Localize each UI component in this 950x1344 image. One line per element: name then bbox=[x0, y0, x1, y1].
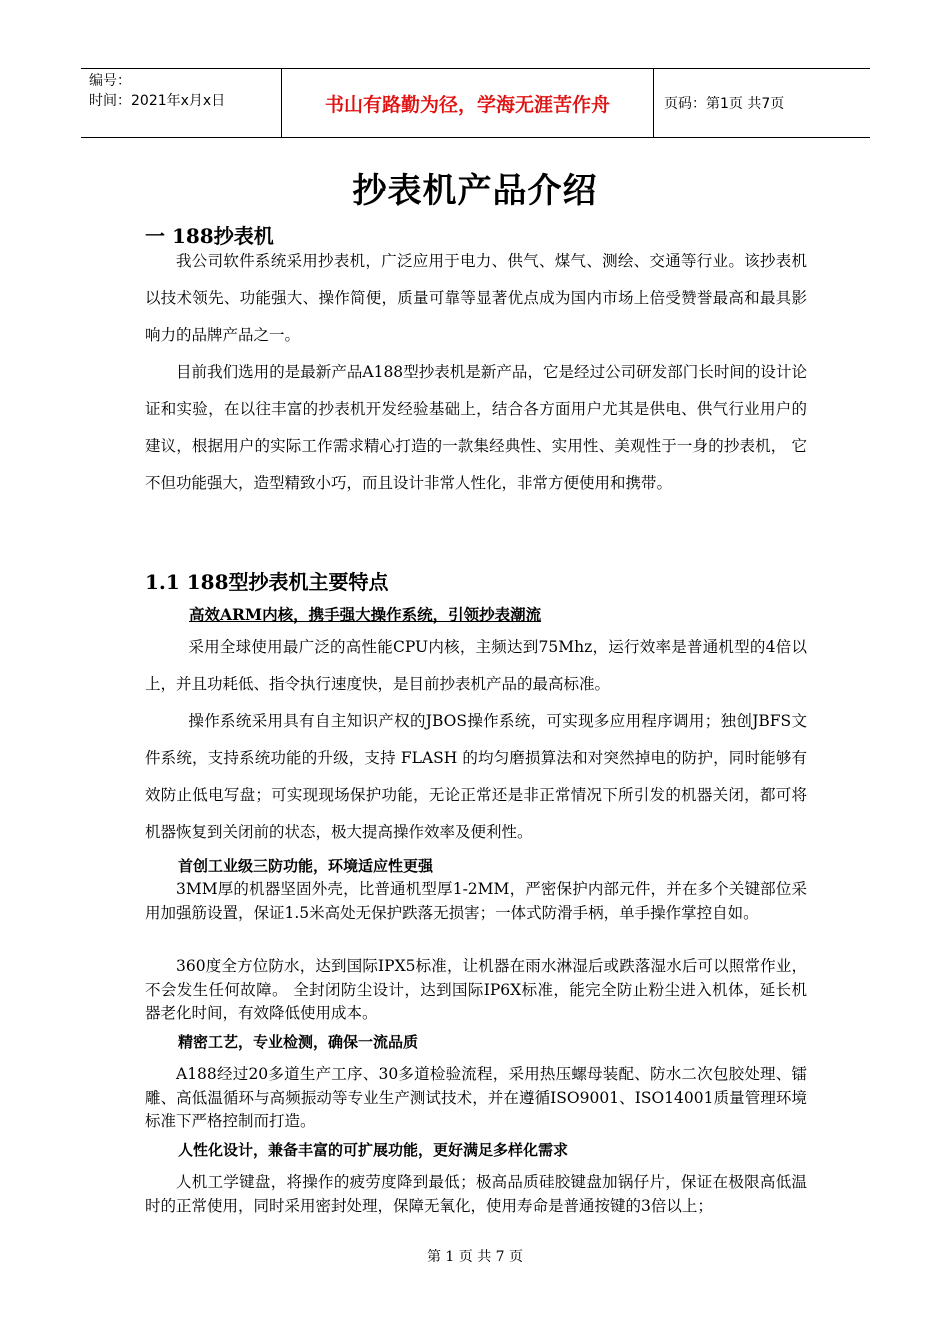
header-left-cell bbox=[81, 69, 281, 137]
document-title: 抄表机产品介绍 bbox=[352, 171, 598, 211]
paragraph: 操作系统采用具有自主知识产权的JBOS操作系统，可实现多应用程序调用；独创JBFS文件系统，支持系统功能的升级，支持 FLASH 的均匀磨损算法和对突然掉电的防护，同时能够有效防止低电写盘；可实现现场保护功能，无论正常还是非正常情况下所引发的机器关闭，都可将机器恢复到关闭前的状态，极大提高操作效率及便利性。 bbox=[145, 712, 807, 841]
section-heading-1: 一 188抄表机 bbox=[145, 224, 274, 248]
header-motto: 书山有路勤为径，学海无涯苦作舟 bbox=[281, 69, 654, 137]
paragraph: 3MM厚的机器坚固外壳，比普通机型厚1-2MM，严密保护内部元件，并在多个关键部位采用加强筋设置，保证1.5米高处无保护跌落无损害；一体式防滑手柄，单手操作掌控自如。 bbox=[145, 880, 807, 922]
paragraph: 采用全球使用最广泛的高性能CPU内核，主频达到75Mhz，运行效率是普通机型的4倍以上，并且功耗低、指令执行速度快，是目前抄表机产品的最高标准。 bbox=[145, 638, 807, 693]
paragraph: 人机工学键盘，将操作的疲劳度降到最低；极高品质硅胶键盘加锅仔片，保证在极限高低温时的正常使用，同时采用密封处理，保障无氧化，使用寿命是普通按键的3倍以上； bbox=[145, 1173, 807, 1215]
paragraph: 我公司软件系统采用抄表机，广泛应用于电力、供气、煤气、测绘、交通等行业。该抄表机以技术领先、功能强大、操作简便，质量可靠等显著优点成为国内市场上倍受赞誉最高和最具影响力的品牌产品之一。 bbox=[145, 252, 807, 344]
feature-title: 精密工艺，专业检测，确保一流品质 bbox=[178, 1033, 419, 1051]
number-label: 编号： bbox=[89, 73, 131, 89]
paragraph: A188经过20多道生产工序、30多道检验流程，采用热压螺母装配、防水二次包胶处理、镭雕、高低温循环与高频振动等专业生产测试技术，并在遵循ISO9001、ISO14001质量管理环境标准下严格控制而打造。 bbox=[145, 1065, 807, 1130]
feature-title: 人性化设计，兼备丰富的可扩展功能，更好满足多样化需求 bbox=[178, 1141, 569, 1159]
feature-title: 首创工业级三防功能，环境适应性更强 bbox=[178, 857, 434, 875]
time-label: 时间：2021年x月x日 bbox=[89, 93, 226, 109]
page-header bbox=[81, 68, 870, 138]
page-footer: 第 1 页 共 7 页 bbox=[426, 1249, 524, 1265]
paragraph: 360度全方位防水，达到国际IPX5标准，让机器在雨水淋湿后或跌落湿水后可以照常作业，不会发生任何故障。 全封闭防尘设计，达到国际IP6X标准，能完全防止粉尘进入机体，延长机器老化时间，有效降低使用成本。 bbox=[145, 957, 807, 1022]
feature-title: 高效ARM内核，携手强大操作系统，引领抄表潮流 bbox=[189, 605, 542, 624]
header-page-label: 页码：第1页 共7页 bbox=[664, 96, 785, 112]
paragraph: 目前我们选用的是最新产品A188型抄表机是新产品，它是经过公司研发部门长时间的设计论证和实验，在以往丰富的抄表机开发经验基础上，结合各方面用户尤其是供电、供气行业用户的建议，根据用户的实际工作需求精心打造的一款集经典性、实用性、美观性于一身的抄表机， 它不但功能强大，造型精致小巧，而且设计非常人性化，非常方便使用和携带。 bbox=[145, 363, 807, 492]
section-heading-1-1: 1.1 188型抄表机主要特点 bbox=[145, 570, 389, 594]
